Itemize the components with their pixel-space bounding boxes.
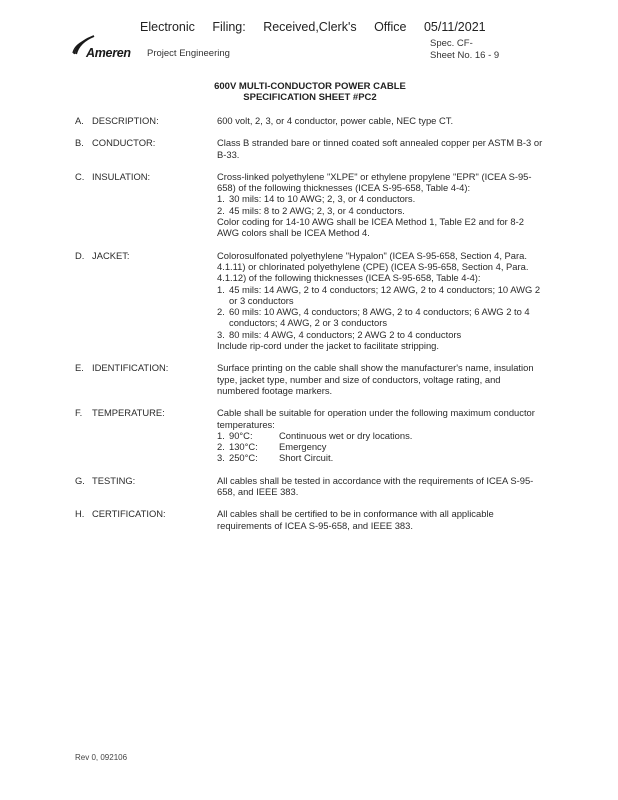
list-item: 3. 80 mils: 4 AWG, 4 conductors; 2 AWG 2 to 4 conductors [217, 328, 462, 340]
title-line-1: 600V MULTI-CONDUCTOR POWER CABLE [214, 81, 406, 92]
section-label: TEMPERATURE: [92, 407, 165, 419]
section-letter: E. [75, 362, 84, 374]
list-item: 1. 45 mils: 14 AWG, 2 to 4 conductors; 12 AWG, 2 to 4 conductors; 10 AWG 2 or 3 conductors [217, 283, 541, 306]
filing-word-electronic: Electronic [140, 20, 195, 34]
section-letter: D. [75, 249, 85, 261]
section-intro: Colorosulfonated polyethylene "Hypalon" (ICEA S-95-658, Section 4, Para. 4.1.11) or chlorinated polyethylene (CPE) (ICEA S-95-658, Section 4, Para. 4.1.12) of the following thicknesses (ICEA S-95-658, Table 4-4): [217, 249, 529, 284]
list-item: 2. 45 mils: 8 to 2 AWG; 2, 3, or 4 conductors. [217, 204, 405, 216]
section-letter: G. [75, 474, 85, 486]
section-label: INSULATION: [92, 170, 151, 182]
section-label: CONDUCTOR: [92, 137, 156, 149]
section-label: IDENTIFICATION: [92, 362, 169, 374]
section-testing [75, 475, 545, 498]
section-letter: C. [75, 170, 85, 182]
filing-word-filing: Filing: [212, 20, 246, 34]
logo-wordmark: Ameren [86, 46, 131, 60]
filing-date: 05/11/2021 [423, 20, 486, 34]
section-label: TESTING: [92, 474, 136, 486]
document-title [180, 81, 440, 103]
section-text: All cables shall be certified to be in conformance with all applicable requirements of ICEA S-95-658, and IEEE 383. [217, 508, 494, 531]
section-jacket [75, 250, 545, 352]
spec-sections [75, 115, 545, 542]
section-letter: A. [75, 115, 84, 126]
department-label: Project Engineering [147, 48, 230, 59]
section-label: CERTIFICATION: [92, 508, 166, 520]
filing-word-received: Received,Clerk's [263, 20, 357, 34]
list-item: 2. 60 mils: 10 AWG, 4 conductors; 8 AWG, 2 to 4 conductors; 6 AWG 2 to 4 conductors; 4 AWG, 2 or 3 conductors [217, 306, 530, 329]
section-description [75, 115, 545, 126]
section-outro: Include rip-cord under the jacket to facilitate stripping. [217, 340, 439, 352]
list-item: 2. 130°C: Emergency [217, 441, 327, 453]
section-letter: H. [75, 508, 85, 520]
filing-stamp [140, 20, 486, 34]
section-label: JACKET: [92, 249, 130, 261]
section-text: 600 volt, 2, 3, or 4 conductor, power cable, NEC type CT. [217, 115, 454, 126]
section-certification [75, 508, 545, 531]
list-item: 1. 90°C: Continuous wet or dry locations. [217, 429, 413, 441]
section-temperature [75, 407, 545, 463]
spec-reference [430, 38, 499, 62]
section-insulation [75, 171, 545, 239]
section-text: Surface printing on the cable shall show the manufacturer's name, insulation type, jacket type, number and size of conductors, voltage rating, and numbered footage markers. [217, 362, 534, 396]
section-conductor [75, 137, 545, 160]
list-item: 1. 30 mils: 14 to 10 AWG; 2, 3, or 4 conductors. [217, 193, 416, 205]
filing-word-office: Office [374, 20, 407, 34]
section-letter: F. [75, 407, 83, 419]
spec-ref-line-2: Sheet No. 16 - 9 [430, 50, 500, 61]
section-text: All cables shall be tested in accordance with the requirements of ICEA S-95-658, and IEEE 383. [217, 474, 534, 498]
revision-footer: Rev 0, 092106 [75, 753, 128, 762]
section-label: DESCRIPTION: [92, 115, 159, 126]
section-intro: Cable shall be suitable for operation under the following maximum conductor temperatures: [217, 407, 535, 430]
section-outro: Color coding for 14-10 AWG shall be ICEA Method 1, Table E2 and for 8-2 AWG colors shall be ICEA Method 4. [217, 216, 524, 239]
spec-ref-line-1: Spec. CF- [430, 38, 473, 49]
title-line-2: SPECIFICATION SHEET #PC2 [243, 92, 377, 103]
section-identification [75, 362, 545, 396]
section-text: Class B stranded bare or tinned coated soft annealed copper per ASTM B-3 or B-33. [217, 137, 543, 160]
ameren-logo [72, 34, 138, 64]
section-letter: B. [75, 137, 84, 149]
section-intro: Cross-linked polyethylene "XLPE" or ethylene propylene "EPR" (ICEA S-95-658) of the following thicknesses (ICEA S-95-658, Table 4-4): [217, 170, 532, 194]
list-item: 3. 250°C: Short Circuit. [217, 452, 334, 464]
